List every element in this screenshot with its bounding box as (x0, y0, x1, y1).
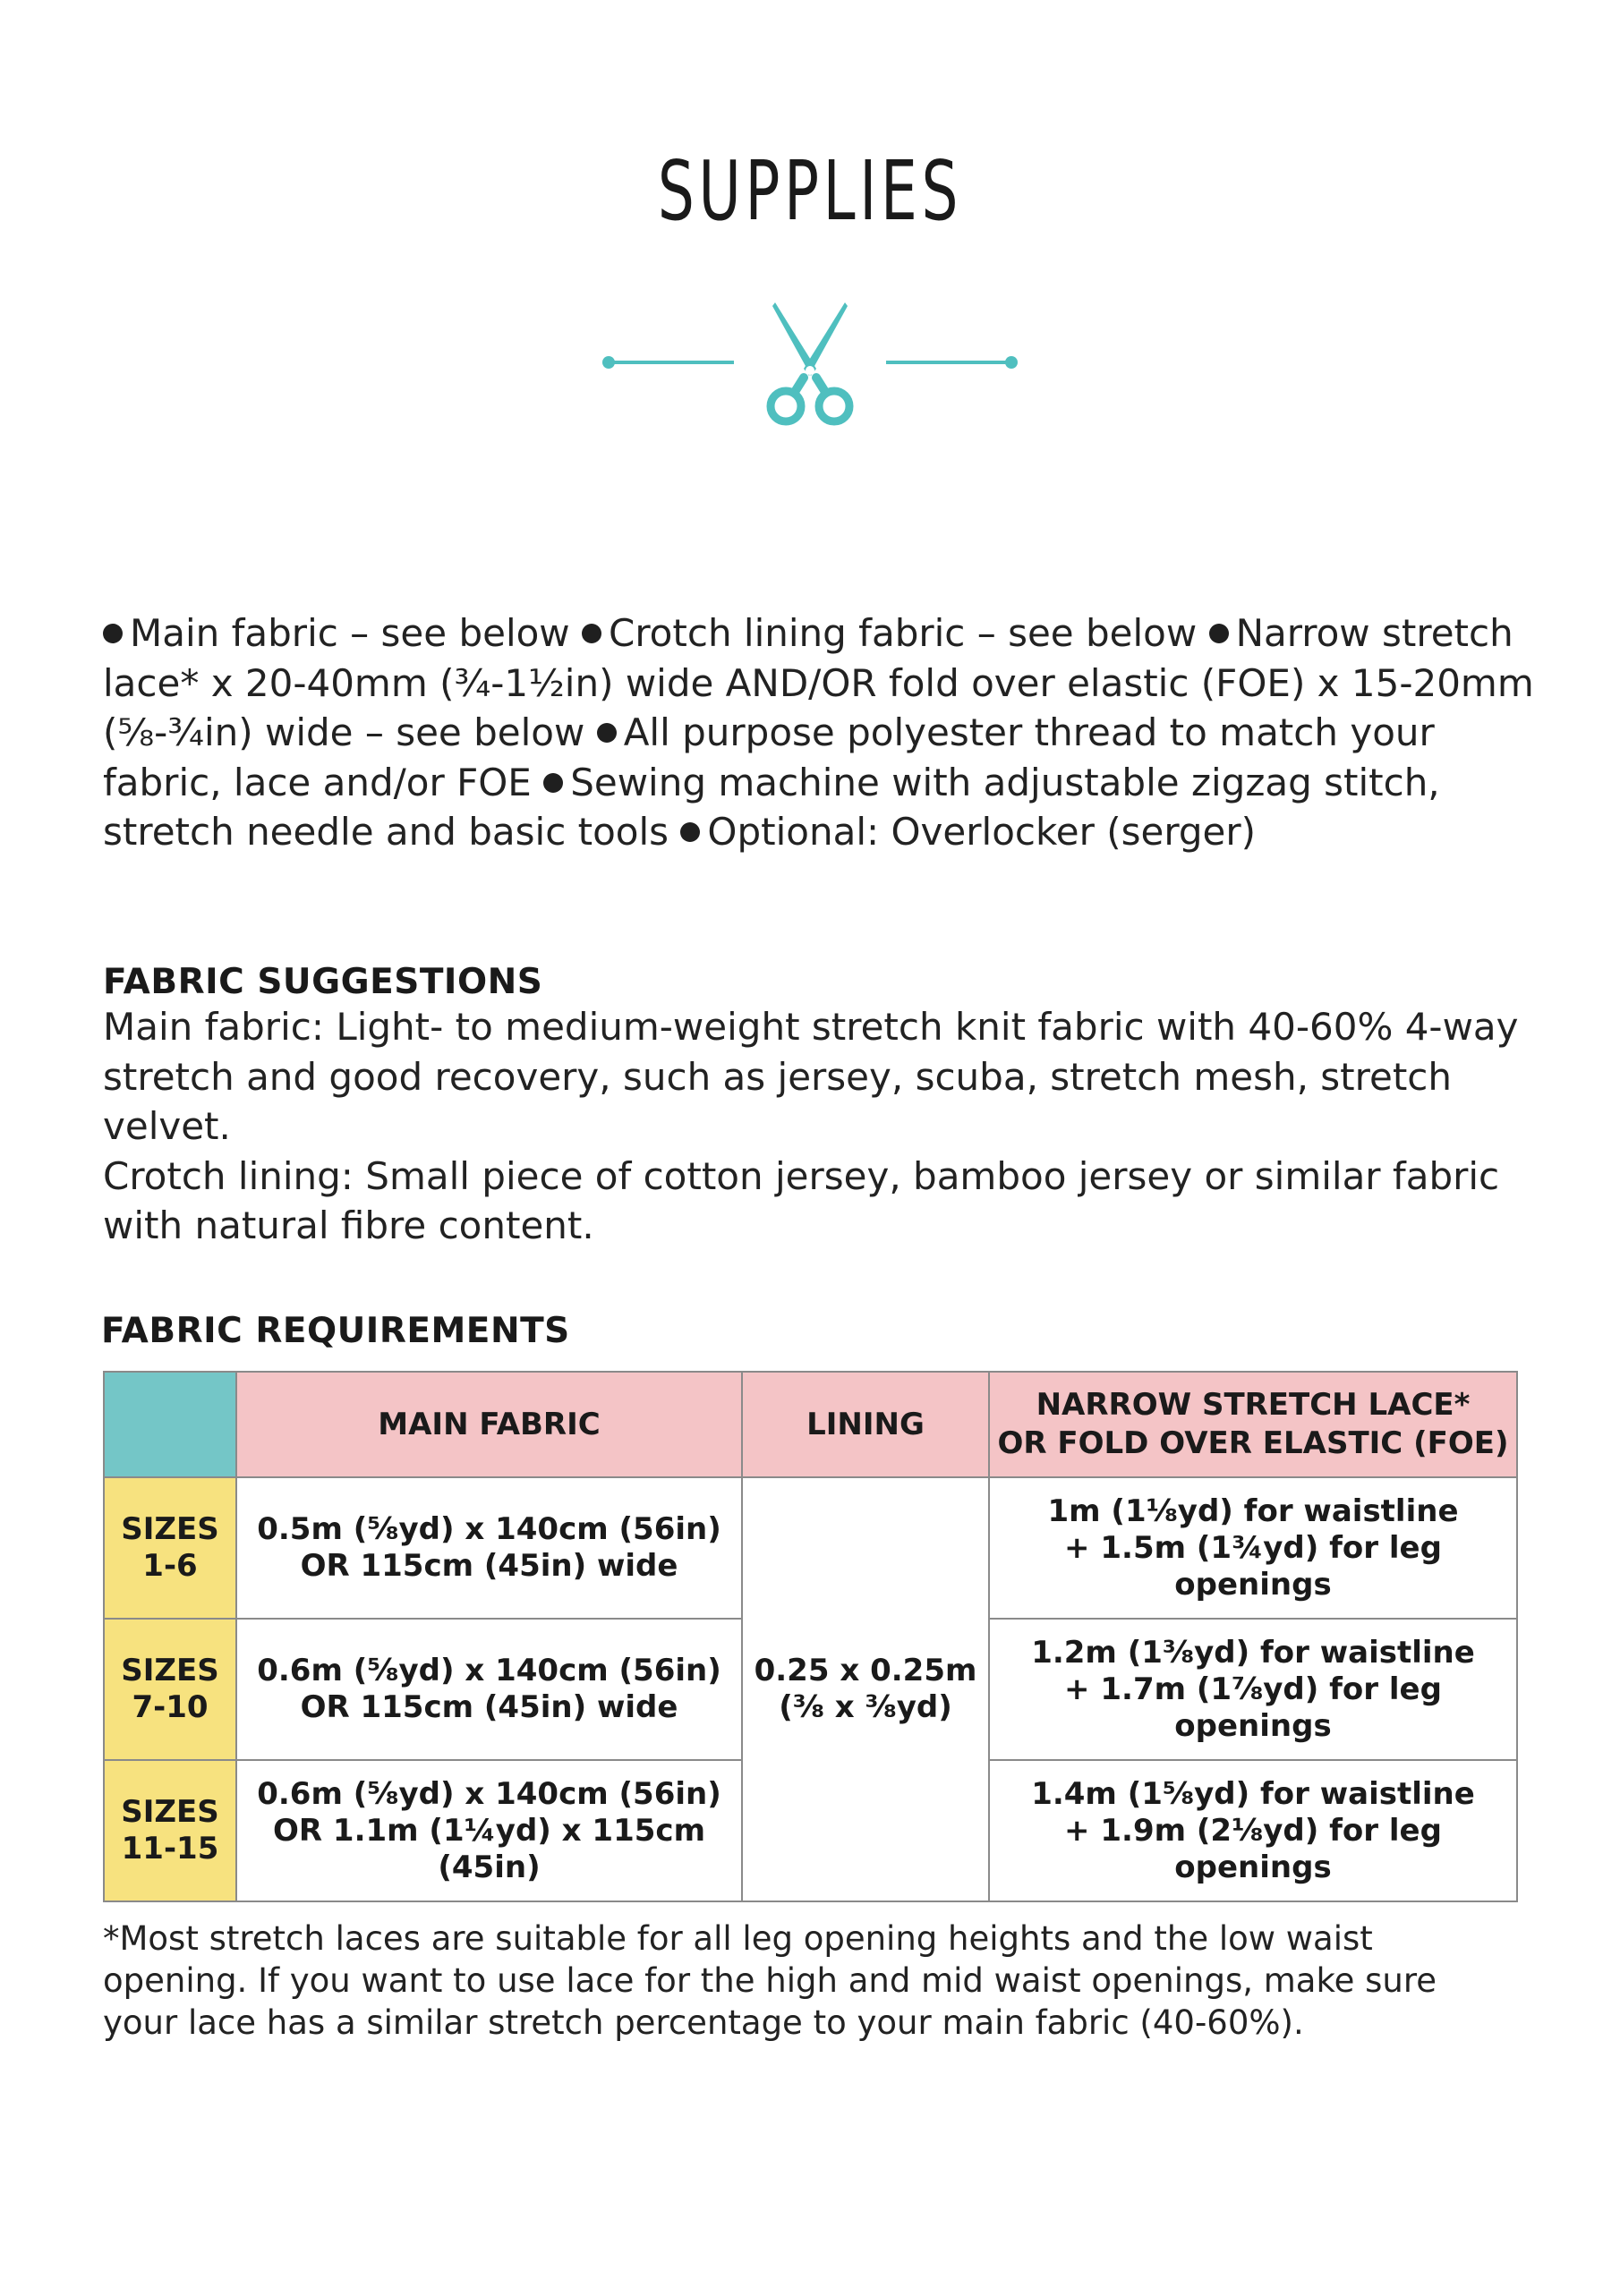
footnote: *Most stretch laces are suitable for all leg opening heights and the low waist opening. If you want to use lace for the high and mid waist openings, make sure your lace has a similar stretch percentage to your main fabric (40-60%). (103, 1919, 1437, 2042)
fabric-requirements-table (103, 1371, 1518, 1902)
size-cell: SIZES 11-15 (104, 1760, 236, 1901)
column-header-main-fabric: MAIN FABRIC (236, 1372, 742, 1477)
bullet-icon (1209, 624, 1229, 643)
fabric-requirements-heading: FABRIC REQUIREMENTS (101, 1311, 570, 1351)
fabric-suggestions-heading: FABRIC SUGGESTIONS (103, 962, 543, 1002)
size-cell: SIZES 1-6 (104, 1477, 236, 1619)
size-cell: SIZES 7-10 (104, 1619, 236, 1760)
lining-suggestion: Crotch lining: Small piece of cotton jersey, bamboo jersey or similar fabric with natural fibre content. (103, 1153, 1500, 1247)
lace-cell: 1.2m (1⅜yd) for waistline + 1.7m (1⅞yd) for leg openings (989, 1619, 1517, 1760)
supply-item: Optional: Overlocker (serger) (707, 810, 1257, 854)
lace-header-line: NARROW STRETCH LACE* (1036, 1387, 1471, 1423)
supply-item: Crotch lining fabric – see below (609, 611, 1198, 655)
lining-cell: 0.25 x 0.25m (⅜ x ⅜yd) (742, 1477, 989, 1901)
bullet-icon (103, 624, 123, 643)
lace-cell: 1m (1⅛yd) for waistline + 1.5m (1¾yd) for leg openings (989, 1477, 1517, 1619)
main-fabric-cell: 0.5m (⅝yd) x 140cm (56in) OR 115cm (45in) wide (236, 1477, 742, 1619)
bullet-icon (543, 773, 563, 793)
scissors-icon (771, 302, 849, 421)
supply-item: Main fabric – see below (130, 611, 570, 655)
main-fabric-cell: 0.6m (⅝yd) x 140cm (56in) OR 115cm (45in) wide (236, 1619, 742, 1760)
supply-item: Narrow stretch lace* x 20-40mm (¾-1½in) wide AND/OR fold over elastic (FOE) x 15-20mm (⅝-¾in) wide – see below (103, 611, 1534, 754)
fabric-suggestions (103, 962, 1535, 1251)
bullet-icon (680, 822, 700, 842)
lace-header-line: OR FOLD OVER ELASTIC (FOE) (997, 1425, 1509, 1461)
main-fabric-cell: 0.6m (⅝yd) x 140cm (56in) OR 1.1m (1¼yd) x 115cm (45in) (236, 1760, 742, 1901)
supplies-list (103, 608, 1535, 857)
page-title: SUPPLIES (657, 143, 963, 239)
column-header-lace (989, 1372, 1517, 1477)
corner-cell (104, 1372, 236, 1477)
lace-cell: 1.4m (1⅝yd) for waistline + 1.9m (2⅛yd) for leg openings (989, 1760, 1517, 1901)
scissors-ornament (591, 295, 1029, 429)
table-header-row (104, 1372, 1517, 1477)
supply-item: Sewing machine with adjustable zigzag stitch, stretch needle and basic tools (103, 760, 1440, 854)
main-fabric-suggestion: Main fabric: Light- to medium-weight stretch knit fabric with 40-60% 4-way stretch and good recovery, such as jersey, scuba, stretch mesh, stretch velvet. (103, 1005, 1519, 1148)
bullet-icon (597, 723, 617, 743)
supply-item: All purpose polyester thread to match your fabric, lace and/or FOE (103, 710, 1435, 804)
bullet-icon (582, 624, 601, 643)
table-row (104, 1477, 1517, 1619)
column-header-lining: LINING (742, 1372, 989, 1477)
